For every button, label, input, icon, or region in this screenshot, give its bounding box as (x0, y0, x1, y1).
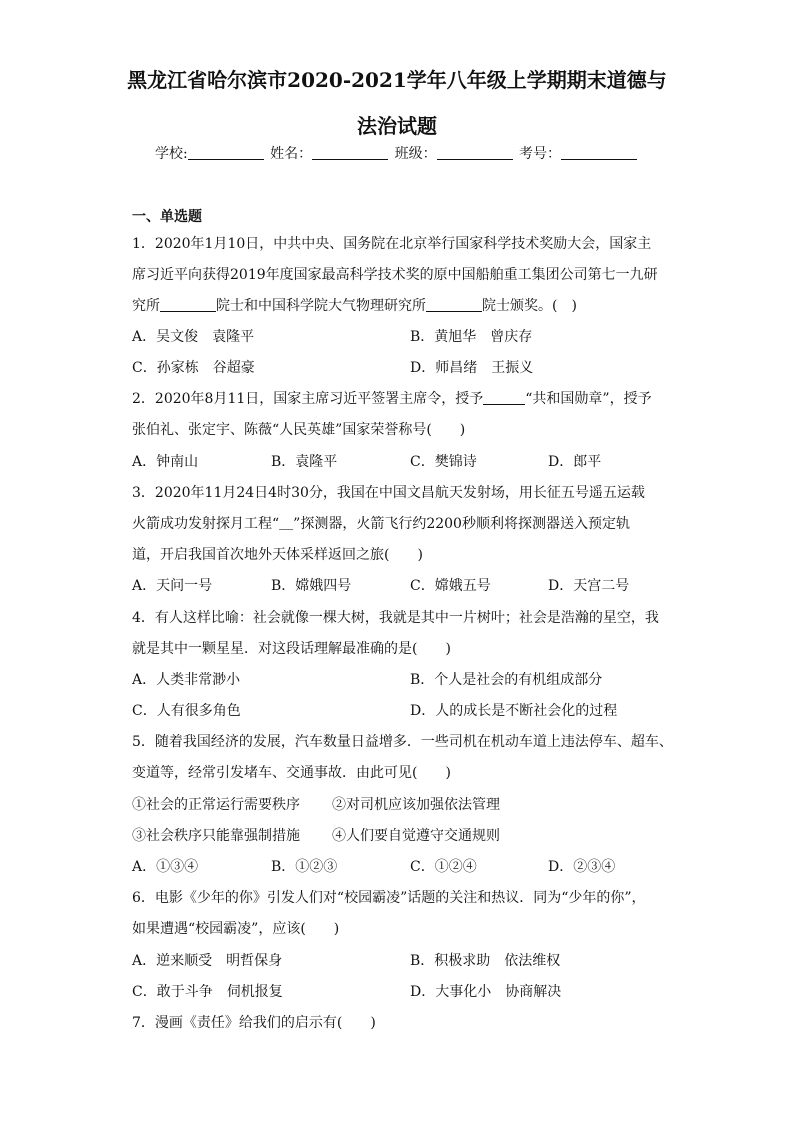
question-2-option: C．樊锦诗 (410, 454, 477, 470)
student-info-row (0, 144, 794, 164)
question-6-line: 如果遭遇“校园霸凌”，应该( ) (132, 921, 340, 937)
question-6-option: C．敢于斗争 伺机报复 (132, 984, 283, 1000)
question-4-line: 就是其中一颗星星．对这段话理解最准确的是( ) (132, 641, 451, 657)
name-label: 姓名： (270, 146, 313, 162)
question-1-line (132, 296, 577, 316)
section-title: 一、单选题 (132, 209, 202, 225)
question-1-option: D．师昌绪 王振义 (410, 360, 534, 376)
question-2-option: A．钟南山 (132, 454, 199, 470)
question-1-option: B．黄旭华 曾庆存 (410, 329, 533, 345)
school-blank (188, 145, 264, 160)
question-1-line: 席习近平向获得2019年度国家最高科学技术奖的原中国船舶重工集团公司第七一九研 (132, 267, 658, 283)
question-3-option: D．天宫二号 (548, 578, 630, 594)
question-4-option: A．人类非常渺小 (132, 672, 241, 688)
question-4-option: D．人的成长是不断社会化的过程 (410, 703, 618, 719)
number-label: 考号： (519, 146, 562, 162)
question-4-line: 4．有人这样比喻：社会就像一棵大树，我就是其中一片树叶；社会是浩瀚的星空，我 (132, 610, 659, 626)
question-3-option: C．嫦娥五号 (410, 578, 491, 594)
question-5-statement: ④人们要自觉遵守交通规则 (332, 828, 500, 844)
question-7-line: 7．漫画《责任》给我们的启示有( ) (132, 1015, 376, 1031)
question-1-option: A．吴文俊 袁隆平 (132, 329, 255, 345)
exam-title-line2: 法治试题 (357, 114, 437, 138)
question-5-option: D．②③④ (548, 859, 616, 875)
answer-blank (483, 390, 525, 405)
question-2-line (132, 389, 652, 409)
class-label: 班级： (394, 146, 437, 162)
question-2-text: 2．2020年8月11日，国家主席习近平签署主席令，授予 (132, 391, 484, 407)
question-5-option: B．①②③ (271, 859, 338, 875)
question-6-option: A．逆来顺受 明哲保身 (132, 953, 283, 969)
question-2-option: D．郎平 (548, 454, 602, 470)
question-2-text: “共和国勋章”，授予 (525, 391, 652, 407)
number-blank (561, 145, 637, 160)
question-1-option: C．孙家栋 谷超豪 (132, 360, 255, 376)
question-5-statement: ①社会的正常运行需要秩序 (132, 797, 300, 813)
answer-blank (426, 297, 482, 312)
question-4-option: C．人有很多角色 (132, 703, 241, 719)
exam-title-line1: 黑龙江省哈尔滨市2020-2021学年八年级上学期期末道德与 (127, 68, 667, 92)
question-5-statement: ③社会秩序只能靠强制措施 (132, 828, 300, 844)
question-5-line: 变道等，经常引发堵车、交通事故．由此可见( ) (132, 765, 451, 781)
question-3-line: 3．2020年11月24日4时30分，我国在中国文昌航天发射场，用长征五号遥五运载 (132, 485, 645, 501)
question-4-option: B．个人是社会的有机组成部分 (410, 672, 603, 688)
name-blank (312, 145, 388, 160)
question-1-text: 院士颁奖。( ) (482, 298, 577, 314)
question-6-option: B．积极求助 依法维权 (410, 953, 561, 969)
school-label: 学校: (154, 146, 188, 162)
question-3-option: B．嫦娥四号 (271, 578, 352, 594)
question-1-line: 1．2020年1月10日，中共中央、国务院在北京举行国家科学技术奖励大会，国家主 (132, 236, 652, 252)
question-2-line: 张伯礼、张定宇、陈薇“人民英雄”国家荣誉称号( ) (132, 422, 466, 438)
question-5-option: A．①③④ (132, 859, 199, 875)
question-6-option: D．大事化小 协商解决 (410, 984, 562, 1000)
question-1-text: 院士和中国科学院大气物理研究所 (216, 298, 426, 314)
question-5-line: 5．随着我国经济的发展，汽车数量日益增多．一些司机在机动车道上违法停车、超车、 (132, 734, 673, 750)
question-5-statement: ②对司机应该加强依法管理 (332, 797, 500, 813)
class-blank (437, 145, 513, 160)
question-3-line: 道，开启我国首次地外天体采样返回之旅( ) (132, 547, 423, 563)
question-1-text: 究所 (132, 298, 160, 314)
question-6-line: 6．电影《少年的你》引发人们对“校园霸凌”话题的关注和热议．同为“少年的你”， (132, 890, 646, 906)
question-2-option: B．袁隆平 (271, 454, 338, 470)
question-5-option: C．①②④ (410, 859, 477, 875)
question-3-line: 火箭成功发射探月工程“＿”探测器，火箭飞行约2200秒顺利将探测器送入预定轨 (132, 516, 630, 532)
question-3-option: A．天问一号 (132, 578, 213, 594)
answer-blank (160, 297, 216, 312)
